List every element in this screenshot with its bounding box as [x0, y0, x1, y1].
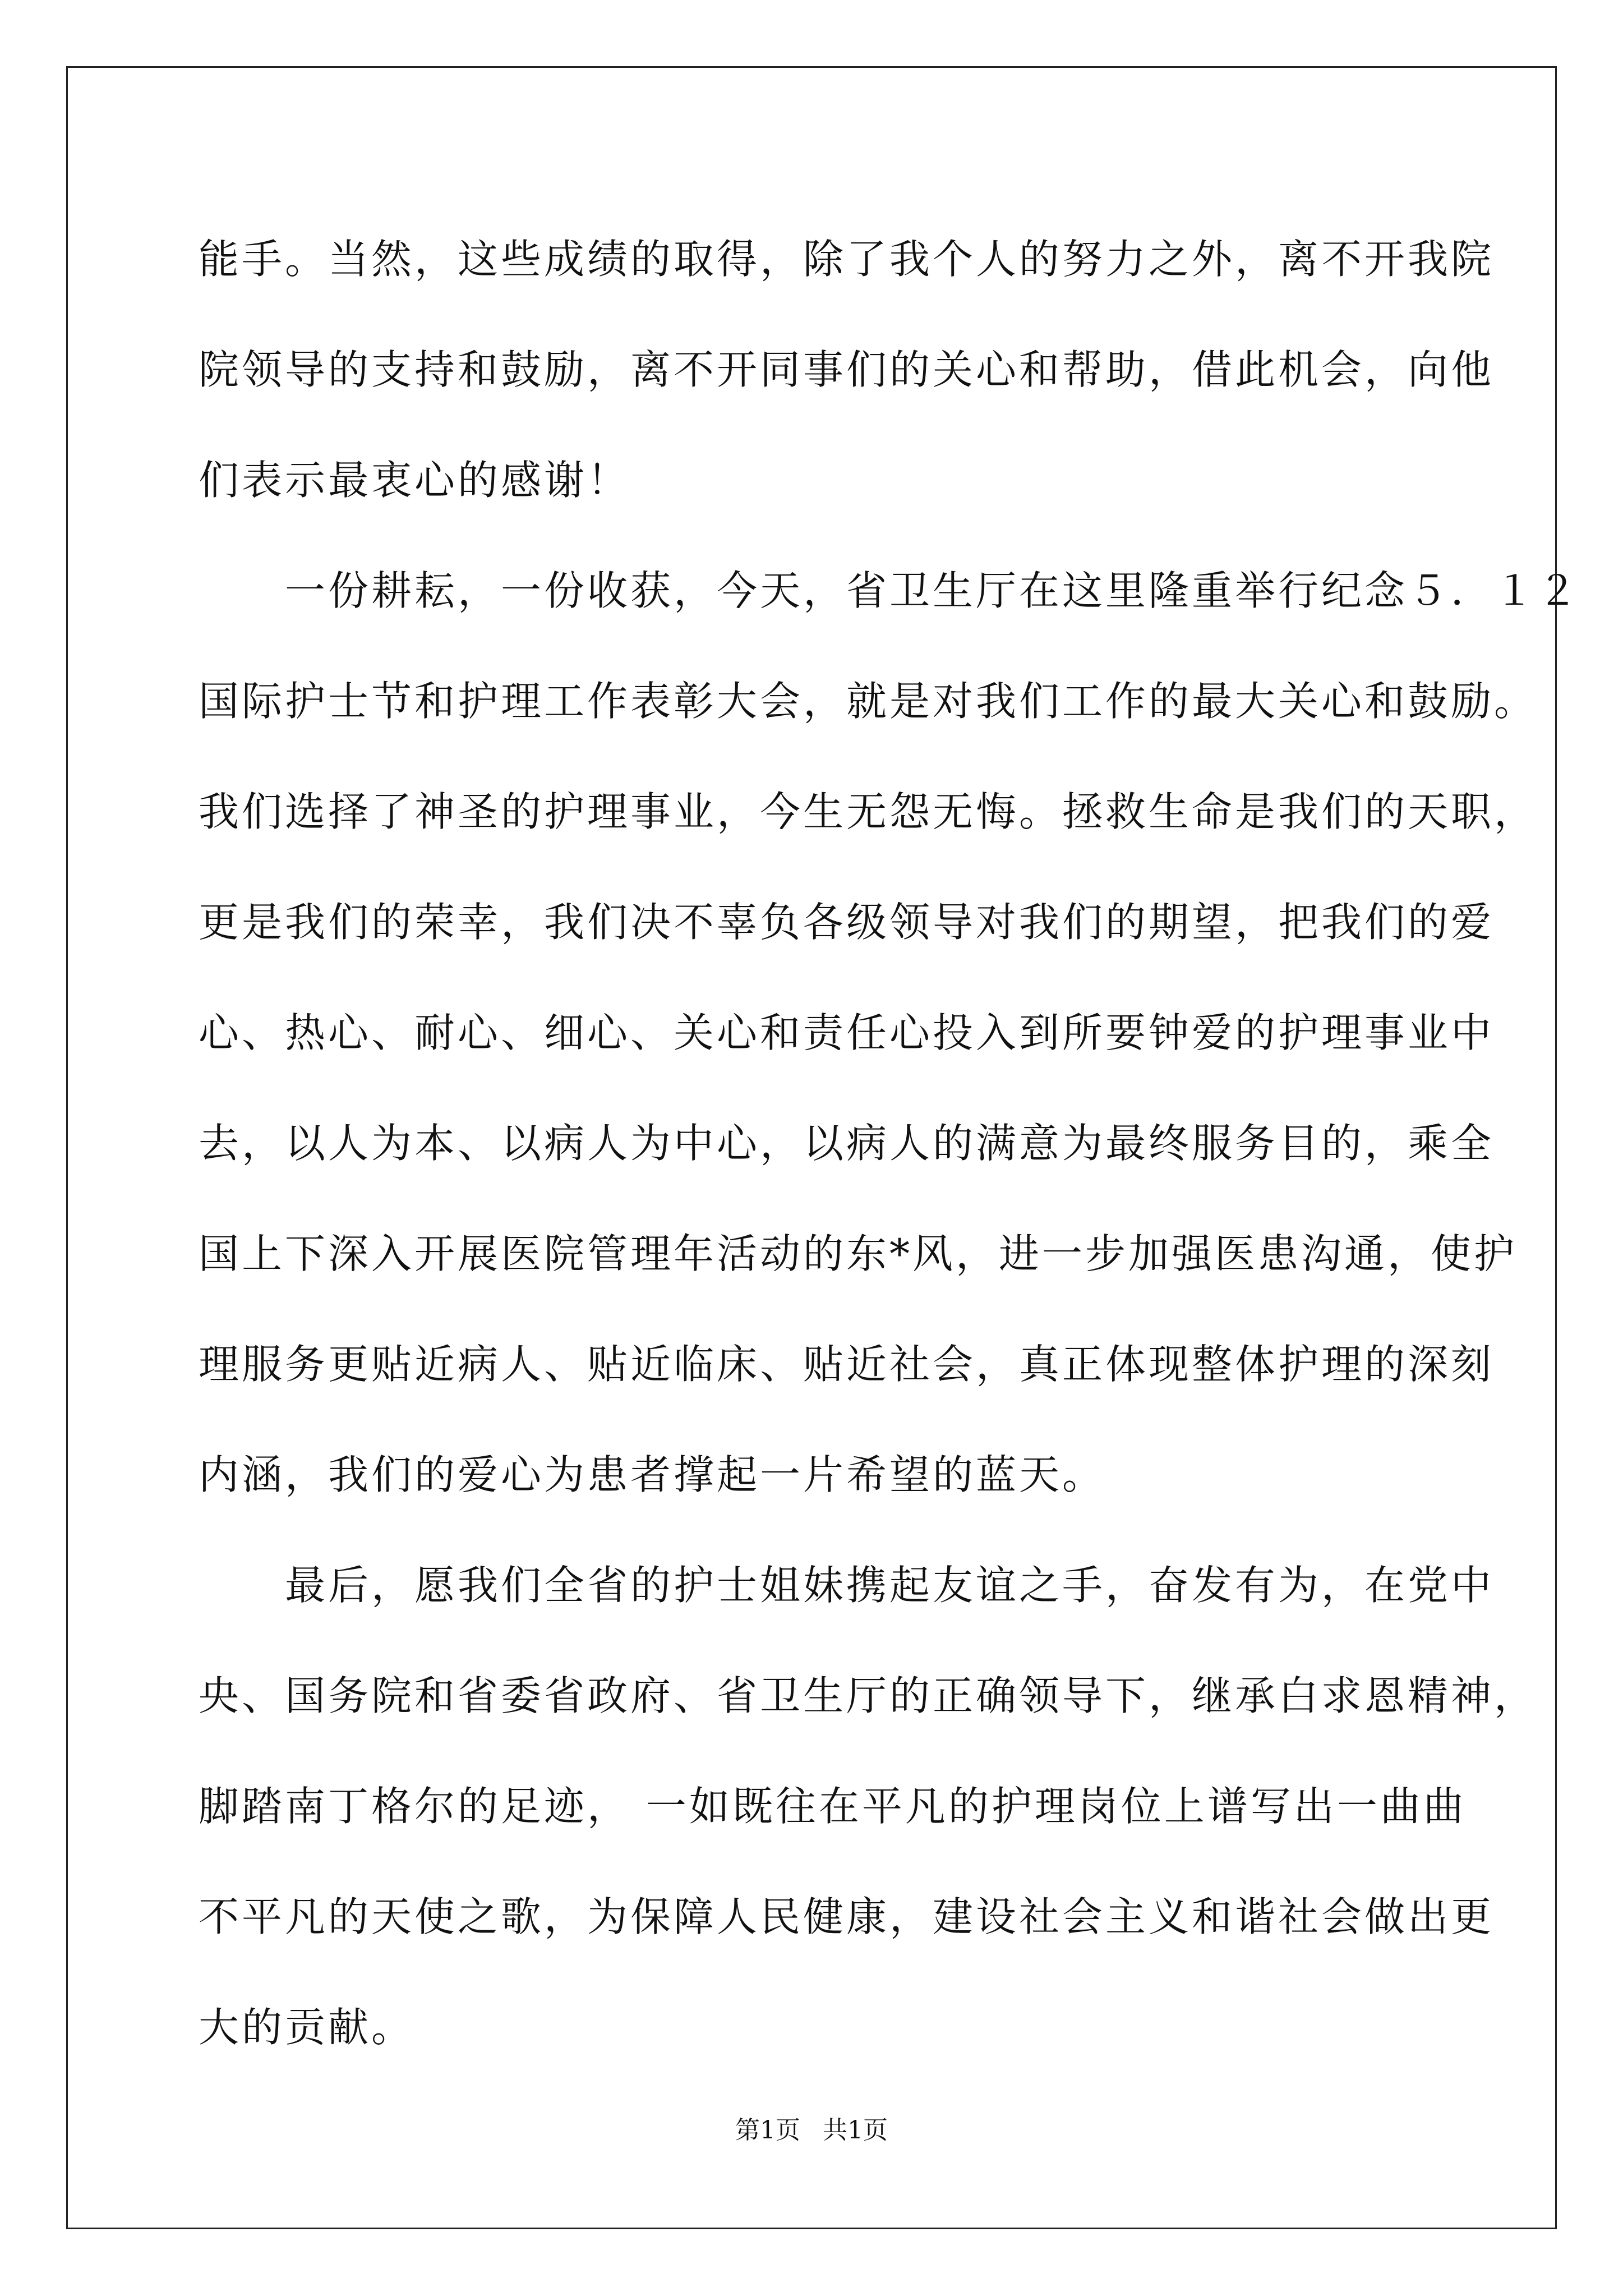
text-line: 理服务更贴近病人、贴近临床、贴近社会，真正体现整体护理的深刻	[199, 1341, 1495, 1388]
text-line: 央、国务院和省委省政府、省卫生厅的正确领导下，继承白求恩精神，	[199, 1672, 1538, 1719]
text-line: 内涵，我们的爱心为患者撑起一片希望的蓝天。	[199, 1451, 1106, 1498]
text-line: 一份耕耘，一份收获，今天，省卫生厅在这里隆重举行纪念５．１２	[199, 567, 1581, 614]
text-line: 心、热心、耐心、细心、关心和责任心投入到所要钟爱的护理事业中	[199, 1009, 1495, 1056]
page-number: 第1页	[735, 2116, 800, 2145]
text-line: 去，以人为本、以病人为中心，以病人的满意为最终服务目的，乘全	[199, 1120, 1495, 1167]
text-line: 国上下深入开展医院管理年活动的东*风，进一步加强医患沟通，使护	[199, 1230, 1518, 1277]
text-line: 能手。当然，这些成绩的取得，除了我个人的努力之外，离不开我院	[199, 236, 1495, 283]
document-body	[199, 204, 1581, 2083]
text-line: 最后，愿我们全省的护士姐妹携起友谊之手，奋发有为，在党中	[199, 1562, 1495, 1609]
text-line: 不平凡的天使之歌，为保障人民健康，建设社会主义和谐社会做出更	[199, 1893, 1495, 1940]
page-total: 共1页	[823, 2116, 888, 2145]
text-line: 院领导的支持和鼓励，离不开同事们的关心和帮助，借此机会，向他	[199, 346, 1495, 393]
page-footer	[0, 2114, 1623, 2147]
text-line: 脚踏南丁格尔的足迹， 一如既往在平凡的护理岗位上谱写出一曲曲	[199, 1783, 1467, 1830]
text-line: 大的贡献。	[199, 2004, 415, 2051]
text-line: 我们选择了神圣的护理事业，今生无怨无悔。拯救生命是我们的天职，	[199, 788, 1538, 835]
text-line: 国际护士节和护理工作表彰大会，就是对我们工作的最大关心和鼓励。	[199, 678, 1538, 725]
text-line: 更是我们的荣幸，我们决不辜负各级领导对我们的期望，把我们的爱	[199, 899, 1495, 946]
text-line: 们表示最衷心的感谢！	[199, 457, 631, 504]
